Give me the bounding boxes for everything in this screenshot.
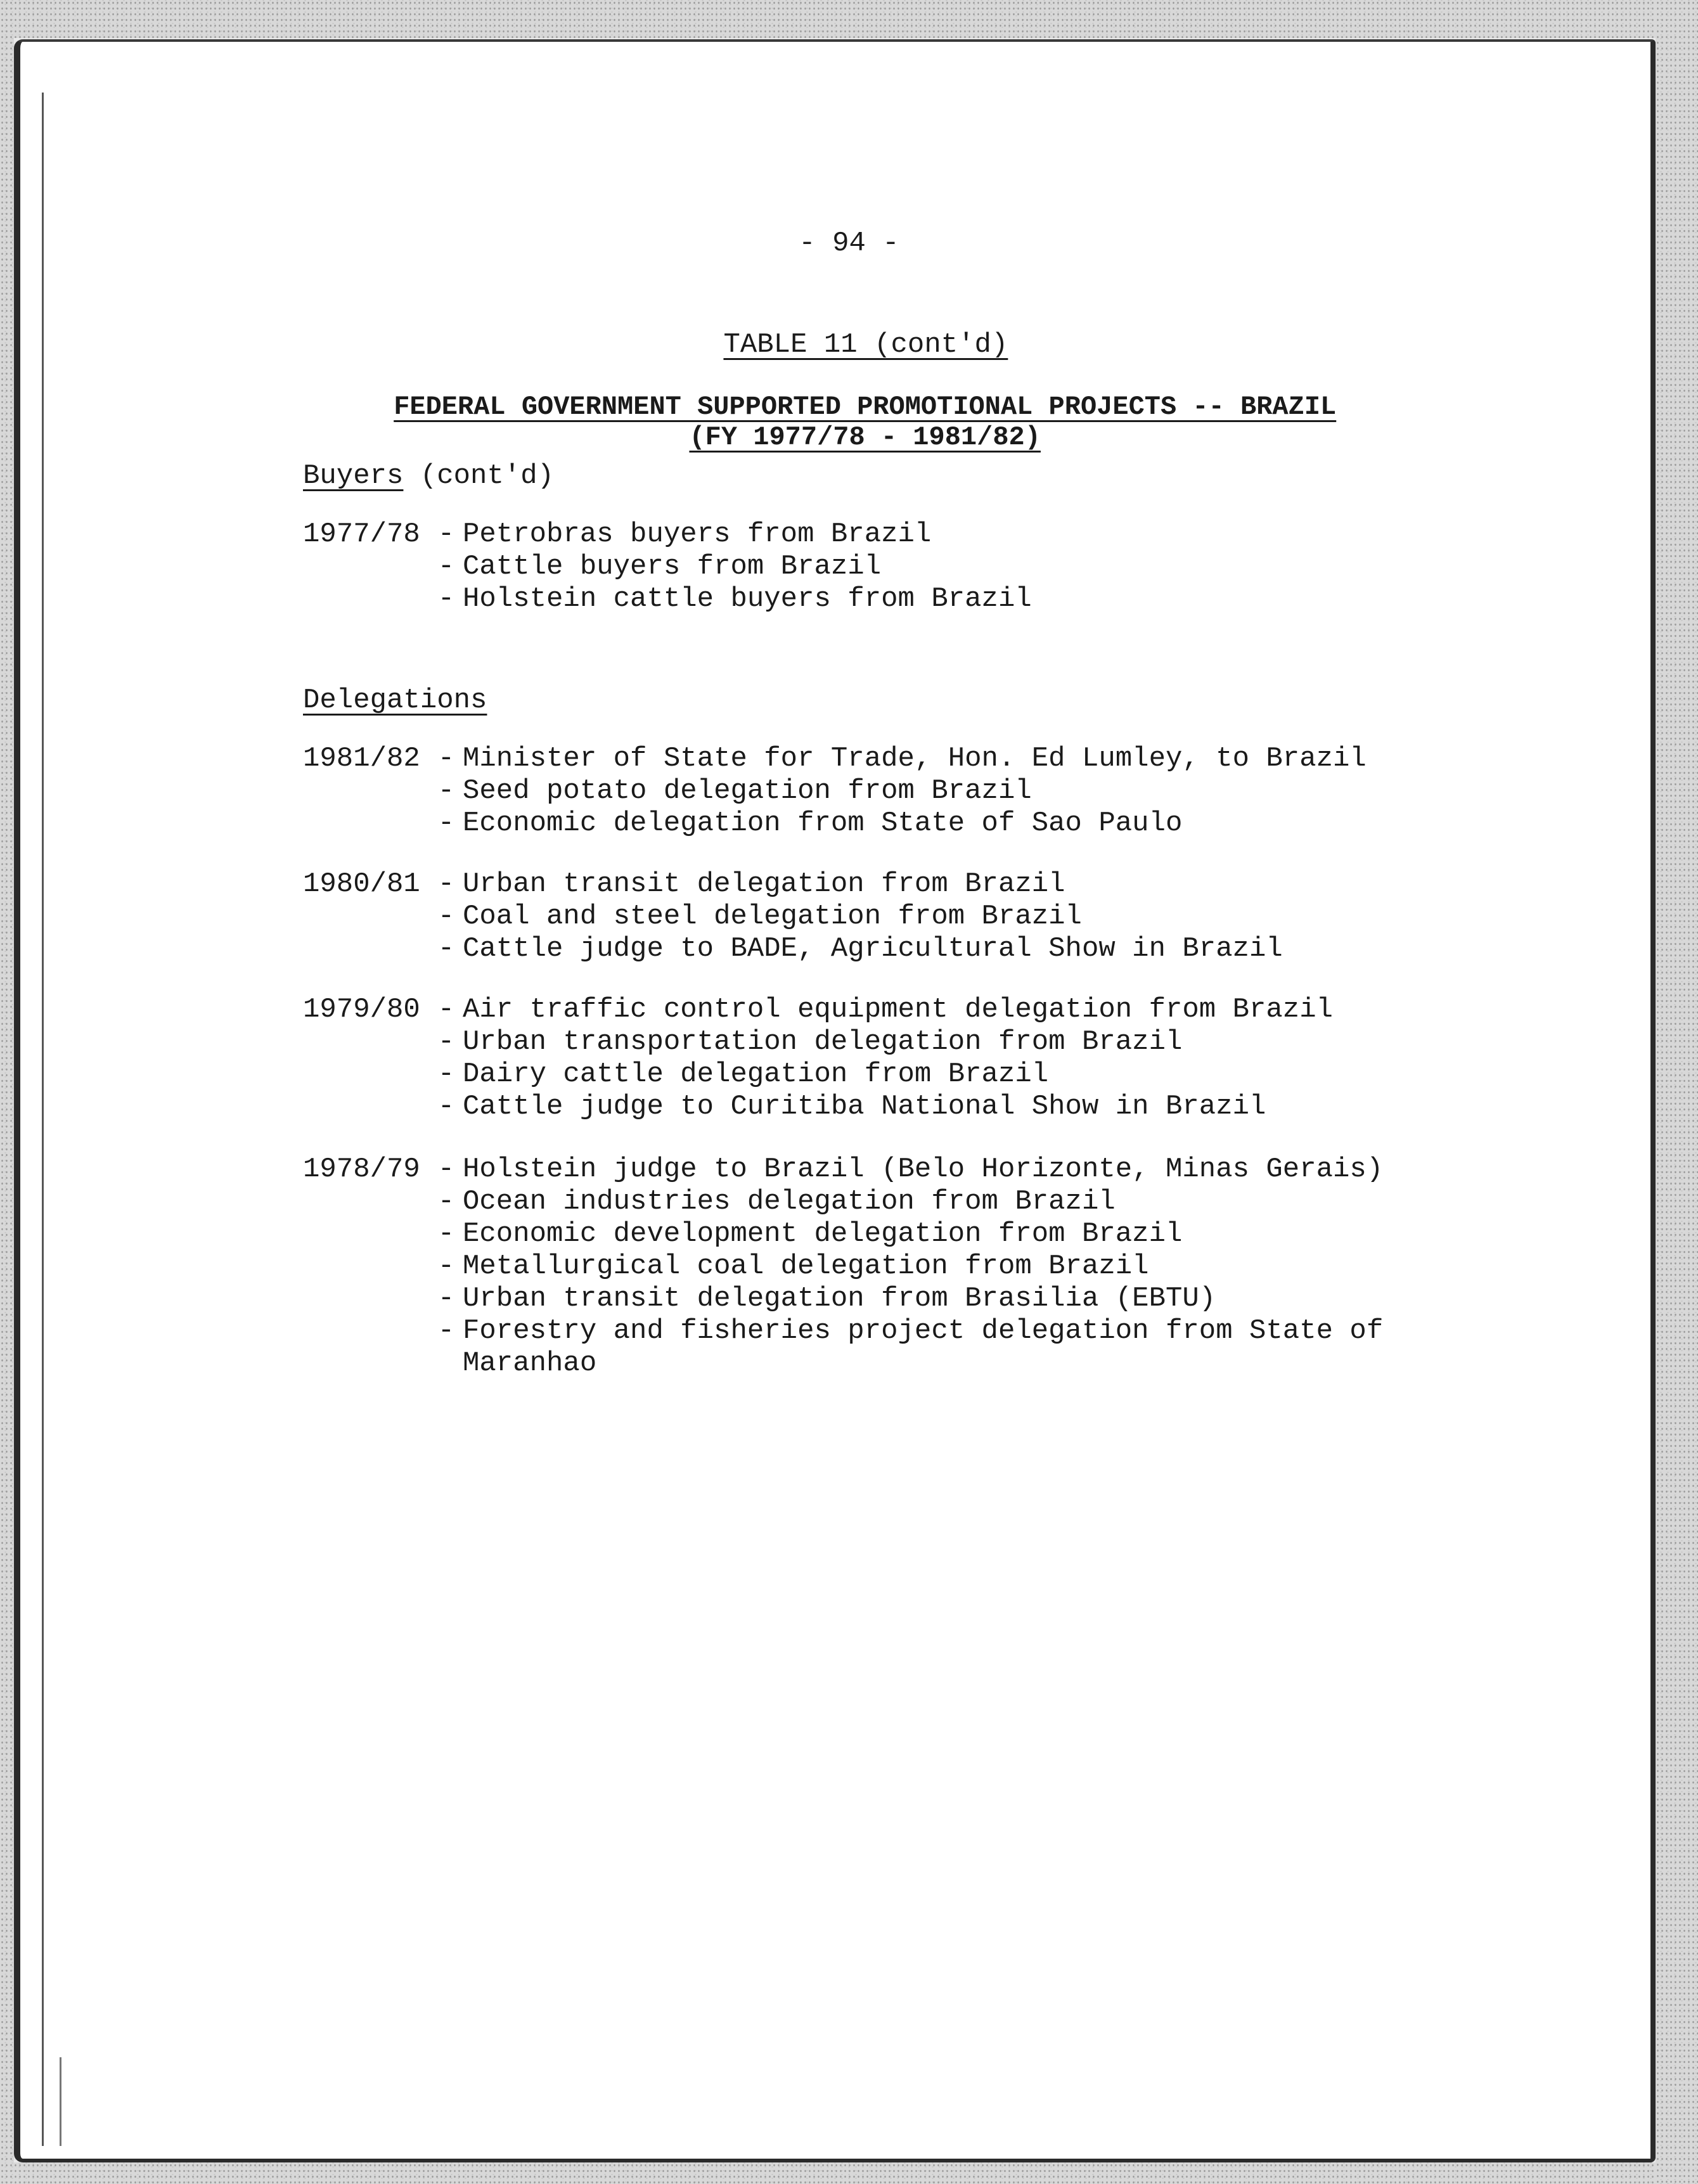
list-item <box>303 994 1444 1026</box>
item-text: Holstein cattle buyers from Brazil <box>463 583 1032 615</box>
year-label: 1981/82 <box>303 743 420 774</box>
dash: - <box>437 1186 455 1217</box>
delegations-group-1980-81 <box>303 868 1444 965</box>
page-number: - 94 - <box>799 228 899 259</box>
list-item <box>303 1315 1444 1347</box>
year-spacer <box>303 551 430 583</box>
list-item <box>303 551 1444 583</box>
year-spacer <box>303 933 430 965</box>
binding-line-lower <box>60 2057 61 2146</box>
list-item <box>303 868 1444 901</box>
dash: - <box>437 583 455 615</box>
item-text: Urban transit delegation from Brasilia (EBTU) <box>463 1283 1216 1314</box>
list-item <box>303 1283 1444 1315</box>
item-text: Maranhao <box>463 1347 597 1379</box>
dash: - <box>437 551 455 582</box>
dash: - <box>437 868 455 900</box>
item-text: Petrobras buyers from Brazil <box>463 518 932 550</box>
list-item <box>303 518 1444 551</box>
item-text: Urban transportation delegation from Brazil <box>463 1026 1183 1058</box>
item-text: Ocean industries delegation from Brazil <box>463 1186 1116 1217</box>
dash: - <box>437 1250 455 1282</box>
item-text: Seed potato delegation from Brazil <box>463 775 1032 807</box>
item-text: Cattle buyers from Brazil <box>463 551 882 582</box>
year-spacer <box>303 583 430 615</box>
list-item <box>303 1250 1444 1283</box>
year-spacer <box>303 775 430 807</box>
delegations-group-1978-79 <box>303 1153 1444 1380</box>
delegations-group-1981-82 <box>303 743 1444 840</box>
year-spacer <box>303 1218 430 1250</box>
item-text: Forestry and fisheries project delegation from State of <box>463 1315 1384 1347</box>
dash: - <box>437 901 455 932</box>
year-label: 1979/80 <box>303 994 420 1025</box>
item-text: Economic delegation from State of Sao Paulo <box>463 807 1183 839</box>
item-text: Air traffic control equipment delegation from Brazil <box>463 994 1334 1025</box>
list-item <box>303 1058 1444 1091</box>
dash: - <box>437 1026 455 1058</box>
year-spacer <box>303 1026 430 1058</box>
dash: - <box>437 807 455 839</box>
year-spacer <box>303 1315 430 1347</box>
buyers-heading: Buyers <box>303 460 404 492</box>
list-item <box>303 1026 1444 1058</box>
table-title-line1: FEDERAL GOVERNMENT SUPPORTED PROMOTIONAL PROJECTS -- BRAZIL <box>394 392 1337 422</box>
dash: - <box>437 994 455 1025</box>
item-text: Minister of State for Trade, Hon. Ed Lumley, to Brazil <box>463 743 1367 774</box>
dash: - <box>437 1315 455 1347</box>
item-text: Metallurgical coal delegation from Brazil <box>463 1250 1149 1282</box>
year-spacer <box>303 807 430 840</box>
table-title-line2: (FY 1977/78 - 1981/82) <box>689 422 1041 453</box>
dash: - <box>437 743 455 774</box>
table-label-text: TABLE 11 (cont'd) <box>723 329 1008 361</box>
scan-edge-top <box>0 0 1698 38</box>
year-label: 1977/78 <box>303 518 420 550</box>
year-label: 1980/81 <box>303 868 420 900</box>
item-text: Urban transit delegation from Brazil <box>463 868 1065 900</box>
delegations-group-1979-80 <box>303 994 1444 1123</box>
list-item-continuation <box>303 1347 1444 1380</box>
buyers-heading-suffix: (cont'd) <box>403 460 555 492</box>
list-item <box>303 1186 1444 1218</box>
year-spacer <box>303 1058 430 1091</box>
dash: - <box>437 775 455 807</box>
table-label <box>0 295 1698 361</box>
year-spacer <box>303 1283 430 1315</box>
item-text: Coal and steel delegation from Brazil <box>463 901 1082 932</box>
dash: - <box>437 1058 455 1090</box>
dash: - <box>437 1218 455 1250</box>
scan-edge-bottom <box>0 2162 1698 2184</box>
item-text: Economic development delegation from Brazil <box>463 1218 1183 1250</box>
year-spacer <box>303 901 430 933</box>
list-item <box>303 775 1444 807</box>
year-spacer <box>303 1186 430 1218</box>
dash: - <box>437 1283 455 1314</box>
list-item <box>303 1091 1444 1123</box>
list-item <box>303 1153 1444 1186</box>
list-item <box>303 901 1444 933</box>
item-text: Holstein judge to Brazil (Belo Horizonte, Minas Gerais) <box>463 1153 1384 1185</box>
year-spacer <box>303 1250 430 1283</box>
dash: - <box>437 518 455 550</box>
dash: - <box>437 1091 455 1122</box>
list-item <box>303 1218 1444 1250</box>
delegations-heading: Delegations <box>303 684 487 716</box>
table-subtitle <box>0 388 1698 454</box>
item-text: Cattle judge to BADE, Agricultural Show in Brazil <box>463 933 1283 965</box>
dash: - <box>437 933 455 965</box>
buyers-group-1977-78 <box>303 518 1444 615</box>
year-label: 1978/79 <box>303 1153 420 1185</box>
year-spacer <box>303 1091 430 1123</box>
list-item <box>303 807 1444 840</box>
item-text: Cattle judge to Curitiba National Show in Brazil <box>463 1091 1266 1122</box>
list-item <box>303 743 1444 775</box>
item-text: Dairy cattle delegation from Brazil <box>463 1058 1049 1090</box>
list-item <box>303 933 1444 965</box>
section-heading-delegations <box>303 684 487 716</box>
section-heading-buyers <box>303 460 554 492</box>
dash: - <box>437 1153 455 1185</box>
list-item <box>303 583 1444 615</box>
